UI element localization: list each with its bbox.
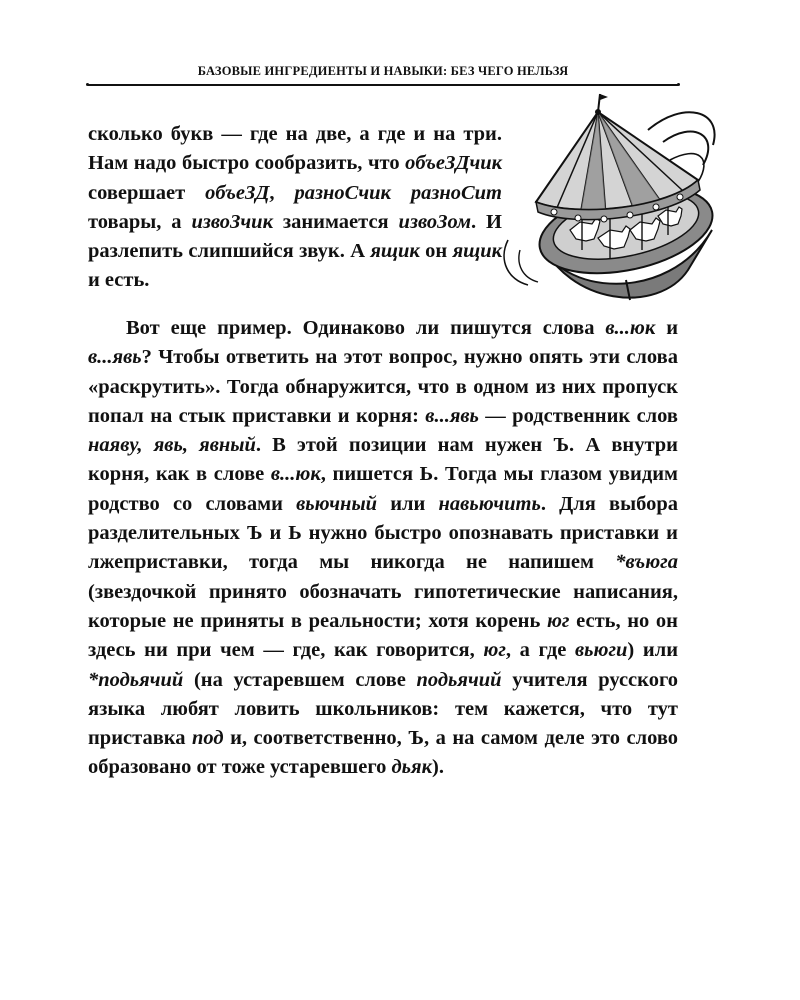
running-head: БАЗОВЫЕ ИНГРЕДИЕНТЫ И НАВЫКИ: БЕЗ ЧЕГО НЕЛЬЗЯ xyxy=(197,64,569,78)
paragraph-1: сколько букв — где на две, а где и на три. Нам надо быстро сообразить, что объеЗДчик совершает объеЗД, разноСчик разноСит товары, а извоЗчик занимается извоЗом. И разлепить слипшийся звук. А ящик он ящик и есть. xyxy=(88,123,503,292)
header-rule xyxy=(88,84,678,86)
carousel-spinning-top-icon xyxy=(498,90,728,310)
paragraph-2: Вот еще пример. Одинаково ли пишутся слова в...юк и в...явь? Чтобы ответить на этот вопрос, нужно опять эти слова «раскрутить». Тогда обнаружится, что в одном из них пропуск попал на стык приставки и корня: в...явь — родственник слов наяву, явь, явный. В этой позиции нам нужен Ъ. А внутри корня, как в слове в...юк, пишется Ь. Тогда мы глазом увидим родство со словами вьючный или навьючить. Для выбора разделительных Ъ и Ь нужно быстро опознавать приставки и лжеприставки, тогда мы никогда не напишем *въюга (звездочкой принято обозначать гипотетические написания, которые не приняты в реальности; хотя корень юг есть, но он здесь ни при чем — где, как говорится, юг, а где вьюги) или *подьячий (на устаревшем слове подьячий учителя русского языка любят ловить школьников: тем кажется, что тут приставка под и, соответственно, Ъ, а на самом деле это слово образовано от тоже устаревшего дьяк). xyxy=(88,317,679,779)
